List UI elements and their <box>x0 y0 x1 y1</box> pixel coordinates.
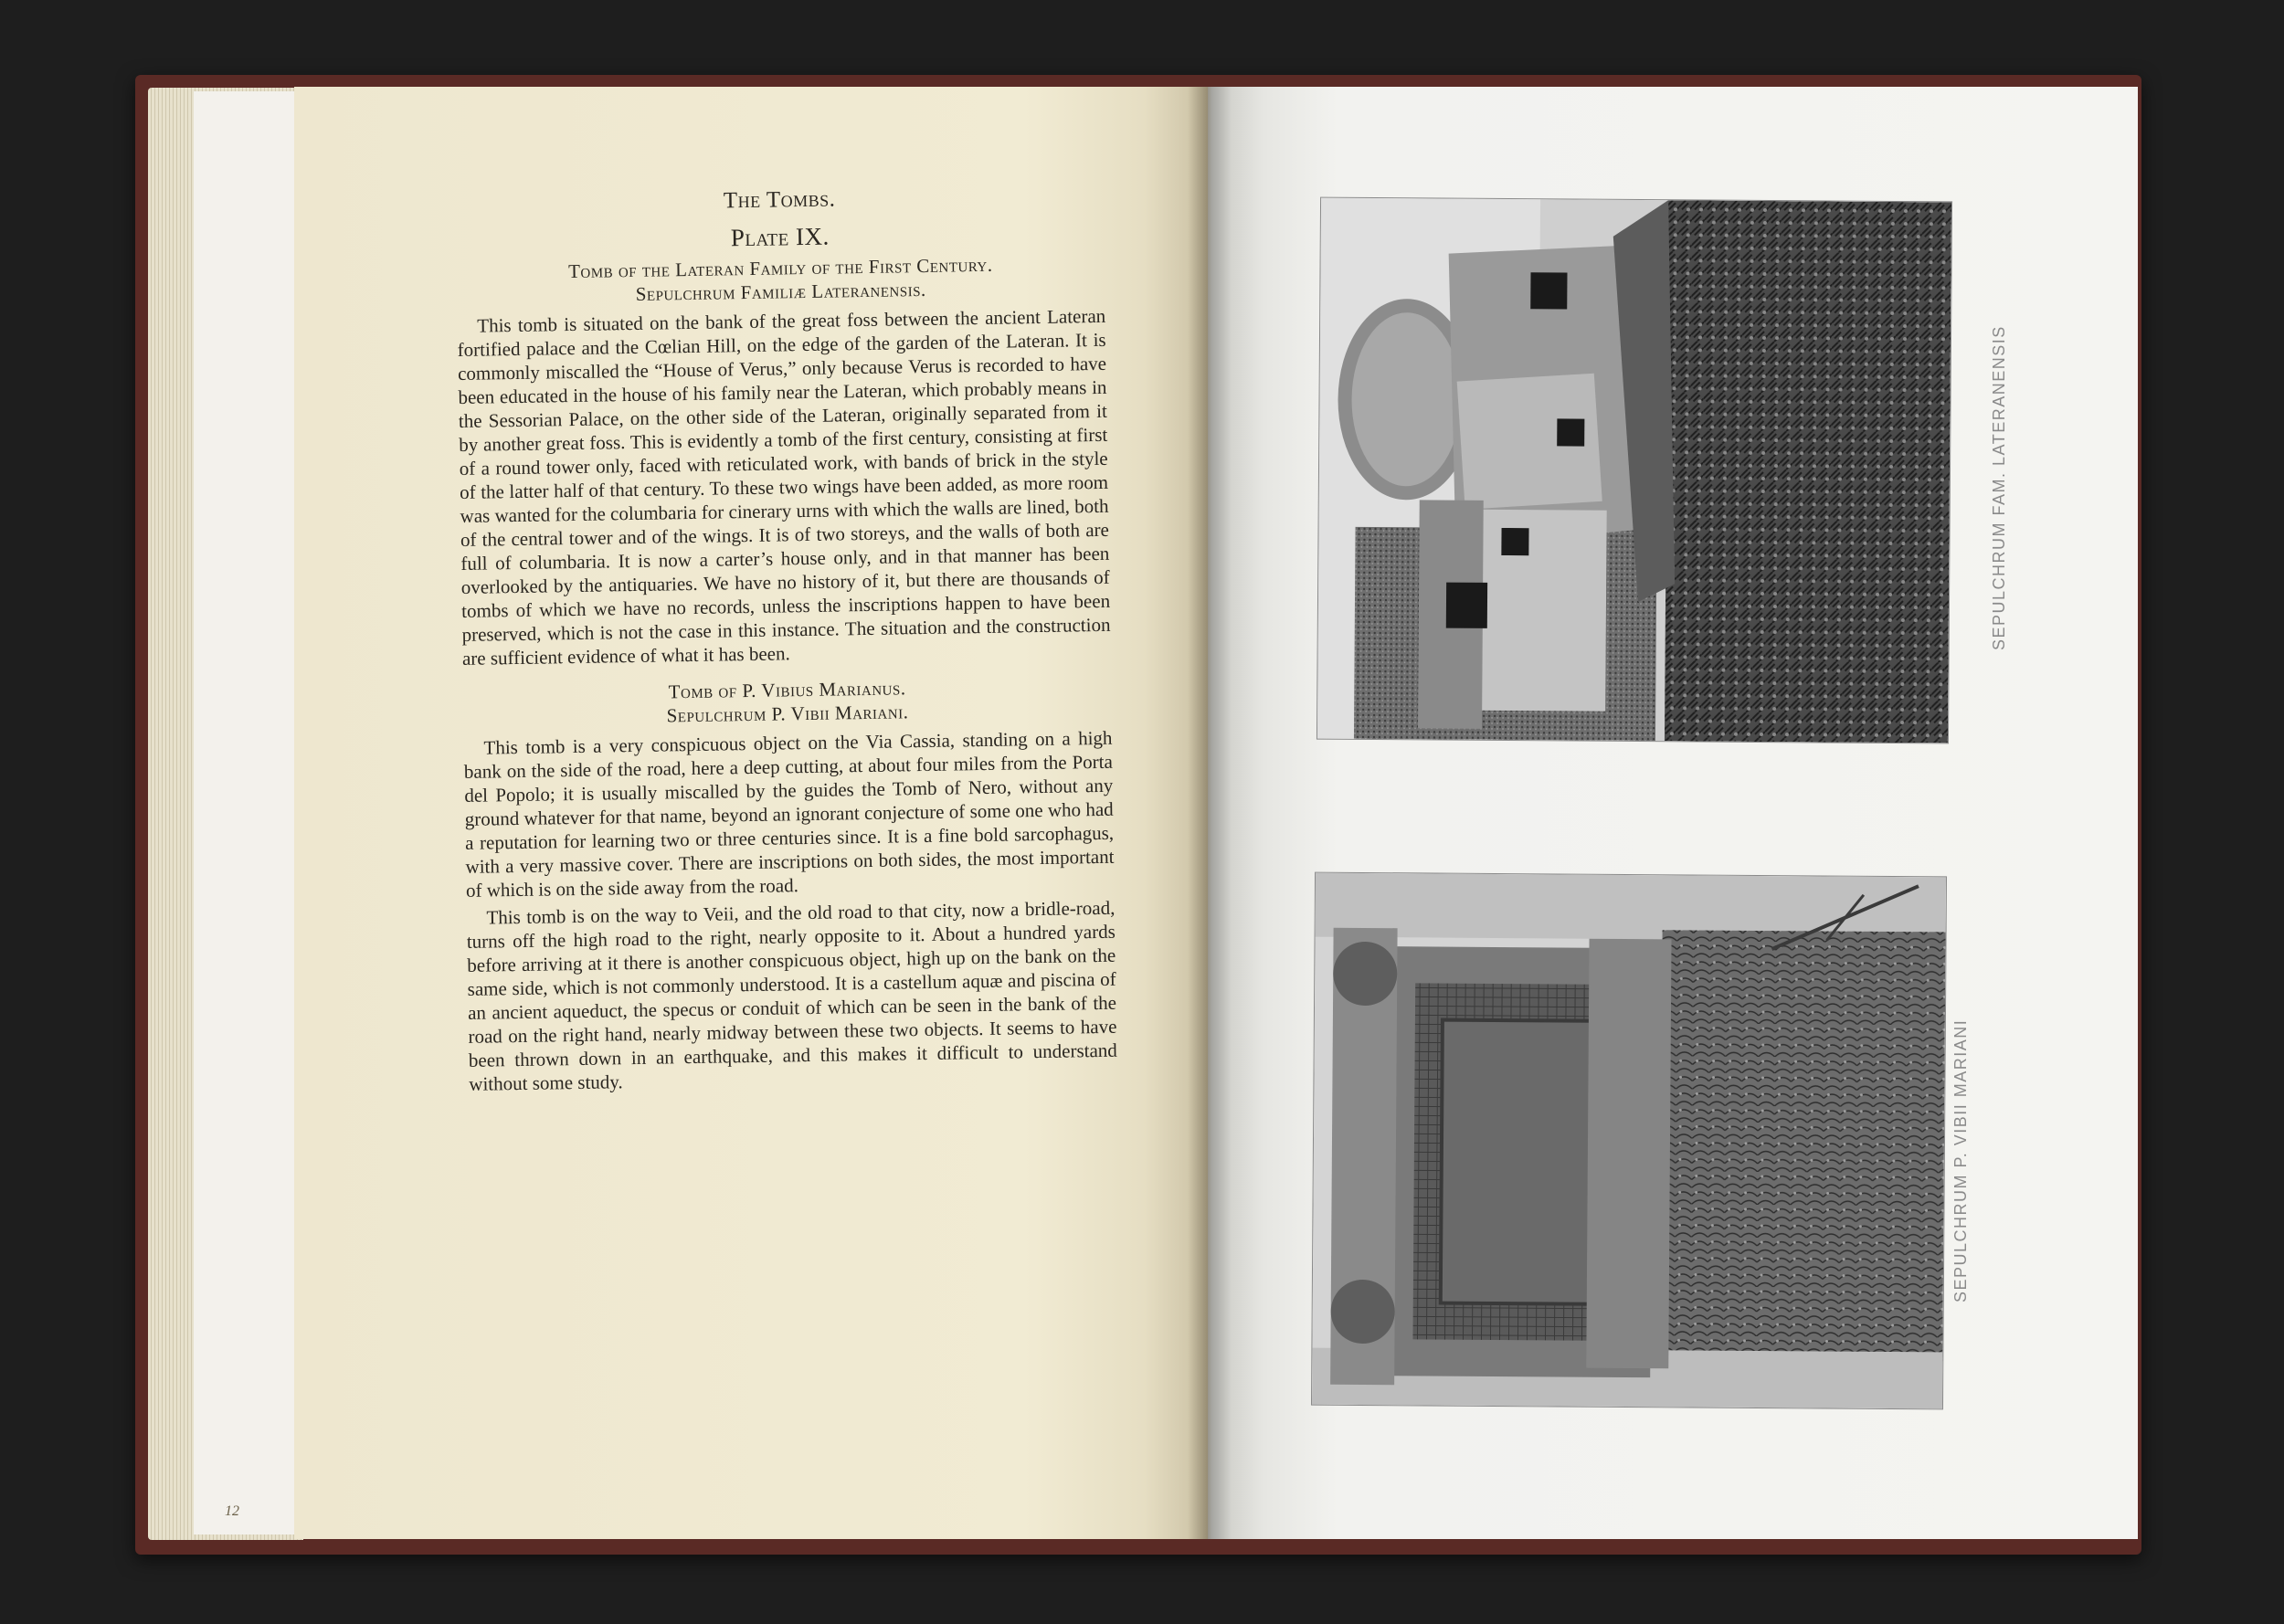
section1-paragraph: This tomb is situated on the bank of the great foss between the ancient Lateran fortified palace and the Cœlian Hill, on the edge of the garden of the Lateran. It is commonly miscalled the “House of Verus,” only because Verus is recorded to have been educated in the house of his family near the Lateran, which probably means in the Sessorian Palace, on the other side of the Lateran, originally separated from it by another great foss. This is evidently a tomb of the first century, consisting at first of a round tower only, faced with reticulated work, with bands of brick in the style of the latter half of that century. To these two wings have been added, as more room was wanted for the columbaria for cinerary urns with which the walls are lined, both of the central tower and of the wings. It is of two storeys, and the walls of both are full of columbaria. It is now a carter’s house only, and in that manner has been overlooked by the antiquaries. We have no history of it, but there are thousands of tombs of which we have no records, unless the inscriptions happen to have been preserved, which is not the case in this instance. The situation and the construction are sufficient evidence of what it has been. <box>457 304 1111 670</box>
plate-photo-lateran-tomb <box>1316 197 1952 744</box>
section2-heading: Tomb of P. Vibius Marianus. <box>668 677 906 703</box>
plate-caption-top: SEPULCHRUM FAM. LATERANENSIS <box>1990 325 2008 650</box>
book-gutter <box>1188 87 1232 1539</box>
plate-caption-bottom: SEPULCHRUM P. VIBII MARIANI <box>1951 1018 1970 1302</box>
running-head: The Tombs. <box>723 186 836 214</box>
page-mark: 12 <box>225 1503 239 1519</box>
section1-latin: Sepulchrum Familiæ Lateranensis. <box>635 278 926 305</box>
section2-paragraph-1: This tomb is a very conspicuous object on the Via Cassia, standing on a high bank on the side of the road, here a deep cutting, at about four miles from the Porta del Popolo; it is usually miscalled by the guides the Tomb of Nero, without any ground whatever for that name, beyond an ignorant conjecture of some one who had a reputation for learning two or three centuries since. It is a fine bold sarcophagus, with a very massive cover. There are inscriptions on both sides, the most important of which is on the side away from the road. <box>463 726 1115 902</box>
plate-photo-vibius-sarcophagus <box>1311 872 1947 1410</box>
flyleaf <box>194 91 304 1534</box>
plate-title: Plate IX. <box>730 222 830 252</box>
section2-paragraph-2: This tomb is on the way to Veii, and the old road to that city, now a bridle-road, turns off the high road to the right, nearly opposite to it. About a hundred yards before arriving at it there is another conspicuous object, high up on the bank on the same side, which is not commonly understood. It is a castellum aquæ and piscina of an ancient aqueduct, the specus or conduit of which can be seen in the bank of the road on the right hand, nearly midway between these two objects. It seems to have been thrown down in an earthquake, and this makes it difficult to understand without some study. <box>466 896 1118 1095</box>
left-page-text <box>455 184 1117 1096</box>
section2-latin: Sepulchrum P. Vibii Mariani. <box>666 701 909 727</box>
section1-heading: Tomb of the Lateran Family of the First Century. <box>567 253 993 283</box>
